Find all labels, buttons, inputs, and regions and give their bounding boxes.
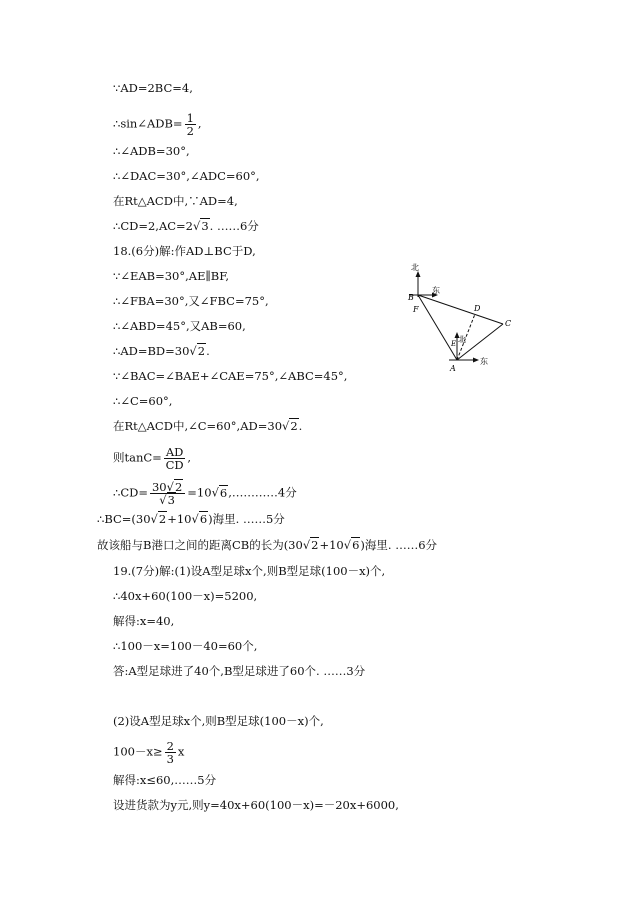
q18-line-6: ∴∠C=60°, — [113, 394, 173, 408]
line-5: 在Rt△ACD中,∵AD=4, — [113, 194, 238, 208]
q19-line-8: 设进货款为y元,则y=40x+60(100－x)=－20x+6000, — [113, 798, 399, 812]
edge-ba — [418, 295, 457, 360]
line-6: ∴CD=2,AC=2√3. ……6分 — [113, 219, 259, 233]
q19-line-7: 解得:x≤60,……5分 — [113, 773, 217, 787]
label-east-a: 东 — [480, 357, 488, 366]
q18-line-8: 则tanC= $\frac{AD}{CD}$ , — [113, 445, 192, 472]
label-east-b: 东 — [432, 286, 440, 295]
label-a: A — [450, 364, 456, 373]
geometry-figure — [395, 262, 525, 377]
q18-line-10: ∴BC=(30√2+10√6)海里. ……5分 — [97, 512, 285, 526]
q19-title: 19.(7分)解:(1)设A型足球x个,则B型足球(100－x)个, — [113, 564, 386, 578]
label-north-a: 北 — [458, 335, 466, 344]
q19-line-1: ∴40x+60(100－x)=5200, — [113, 589, 258, 603]
edge-bc — [418, 295, 503, 324]
line-2: ∴sin∠ADB= $\frac{1}{2}$ , — [113, 111, 202, 138]
q19-line-3: ∴100－x=100－40=60个, — [113, 639, 258, 653]
q18-line-11: 故该船与B港口之间的距离CB的长为(30√2+10√6)海里. ……6分 — [97, 538, 438, 552]
q18-line-3: ∴∠ABD=45°,又AB=60, — [113, 319, 246, 333]
q19-line-5: (2)设A型足球x个,则B型足球(100－x)个, — [113, 714, 324, 728]
label-c: C — [505, 319, 512, 328]
q18-line-5: ∵∠BAC=∠BAE+∠CAE=75°,∠ABC=45°, — [113, 369, 348, 383]
q18-title: 18.(6分)解:作AD⊥BC于D, — [113, 244, 256, 258]
label-d: D — [474, 304, 481, 313]
q18-line-7: 在Rt△ACD中,∠C=60°,AD=30√2. — [113, 419, 303, 433]
line-3: ∴∠ADB=30°, — [113, 144, 190, 158]
q18-line-4: ∴AD=BD=30√2. — [113, 344, 210, 358]
q18-line-9: ∴CD= $\frac{30√2}{√3}$ =10√6,…………4分 — [113, 480, 297, 507]
label-f: F — [413, 305, 419, 314]
line-1: ∵AD=2BC=4, — [113, 81, 193, 95]
east-arrow-a — [473, 358, 479, 363]
label-e: E — [451, 340, 457, 348]
label-b: B — [408, 293, 414, 302]
q19-line-4: 答:A型足球进了40个,B型足球进了60个. ……3分 — [113, 664, 366, 678]
q19-line-6: 100－x≥ $\frac{2}{3}$ x — [113, 739, 185, 766]
label-north-b: 北 — [411, 263, 419, 272]
line-4: ∴∠DAC=30°,∠ADC=60°, — [113, 169, 260, 183]
q18-line-1: ∵∠EAB=30°,AE∥BF, — [113, 269, 230, 283]
q18-line-2: ∴∠FBA=30°,又∠FBC=75°, — [113, 294, 269, 308]
q19-line-2: 解得:x=40, — [113, 614, 175, 628]
